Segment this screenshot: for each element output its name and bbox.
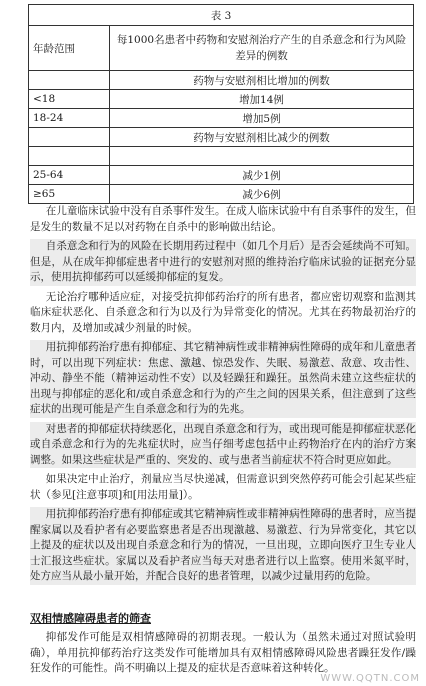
age-cell: 25-64 — [29, 166, 110, 185]
paragraph: 用抗抑郁药治疗患有抑郁症或其它精神病性或非精神病性障碍的患者时，应当提醒家属以及看护者有必要监察患者是否出现激越、易激惹、行为异常变化，其它以上提及的症状以及出现自杀意念和行为的情况，一旦出现，立即向医疗卫生专业人士汇报这些症状。家属以及看护者应当每天对患者进行以上监察。使用米氮平时，处方应当从最小量开始，并配合良好的患者管理，以减少过量用药的危险。 — [30, 507, 416, 585]
empty-cell — [29, 128, 110, 147]
increase-header: 药物与安慰剂相比增加的例数 — [110, 71, 414, 90]
value-cell: 减少1例 — [110, 166, 414, 185]
empty-cell — [29, 147, 110, 166]
body-text-2 — [30, 630, 416, 677]
paragraph: 在儿童临床试验中没有自杀事件发生。在成人临床试验中有自杀事件的发生，但是发生的数量不足以对药物在自杀中的影响做出结论。 — [30, 205, 416, 233]
risk-difference-header: 每1000名患者中药物和安慰剂治疗产生的自杀意念和行为风险差异的例数 — [110, 26, 414, 71]
age-range-header: 年龄范围 — [29, 26, 110, 71]
table-caption: 表 3 — [29, 5, 414, 26]
age-cell: ≥65 — [29, 185, 110, 204]
value-cell: 增加14例 — [110, 90, 414, 109]
watermark: WWW.QQTN.COM — [320, 673, 420, 684]
section-heading: 双相情感障碍患者的筛查 — [30, 612, 151, 625]
paragraph: 如果决定中止治疗，剂量应当尽快递减，但需意识到突然停药可能会引起某些症状（参见[注意事项]和[用法用量]）。 — [30, 473, 416, 501]
decrease-header: 药物与安慰剂相比减少的例数 — [110, 128, 414, 147]
value-cell: 增加5例 — [110, 109, 414, 128]
paragraph: 用抗抑郁药治疗患有抑郁症、其它精神病性或非精神病性障碍的成年和儿童患者时，可以出现下列症状：焦虑、激越、惊恐发作、失眠、易激惹、敌意、攻击性、冲动、静坐不能（精神运动性不安）以及轻躁狂和躁狂。虽然尚未建立这些症状的出现与抑郁症的恶化和/或自杀意念和行为的产生之间的因果关系，但注意到了这些症状的出现可能是产生自杀意念和行为的先兆。 — [30, 340, 416, 418]
risk-table — [28, 4, 414, 204]
age-cell: 18-24 — [29, 109, 110, 128]
age-cell: <18 — [29, 90, 110, 109]
body-text — [30, 204, 416, 585]
paragraph: 抑郁发作可能是双相情感障碍的初期表现。一般认为（虽然未通过对照试验明确），单用抗抑郁药治疗这类发作可能增加具有双相情感障碍风险患者躁狂发作/躁狂发作的可能性。尚不明确以上提及的症状是否意味着这种转化。 — [30, 631, 416, 674]
empty-cell — [110, 147, 414, 166]
value-cell: 减少6例 — [110, 185, 414, 204]
empty-cell — [29, 71, 110, 90]
paragraph: 自杀意念和行为的风险在长期用药过程中（如几个月后）是否会延续尚不可知。但是，从在成年抑郁症患者中进行的安慰剂对照的维持治疗临床试验的证据充分显示，使用抗抑郁药可以延缓抑郁症的复发。 — [30, 239, 416, 286]
paragraph: 对患者的抑郁症状持续恶化，出现自杀意念和行为，或出现可能是抑郁症状恶化或自杀意念和行为的先兆症状时，应当仔细考虑包括中止药物治疗在内的治疗方案调整。如果这些症状是严重的、突发的、或与患者当前症状不符合时更应如此。 — [30, 422, 416, 469]
paragraph: 无论治疗哪种适应症，对接受抗抑郁药治疗的所有患者，都应密切观察和监测其临床症状恶化、自杀意念和行为以及行为异常变化的情况。尤其在药物最初治疗的数月内，及增加或减少剂量的时候。 — [30, 290, 416, 334]
